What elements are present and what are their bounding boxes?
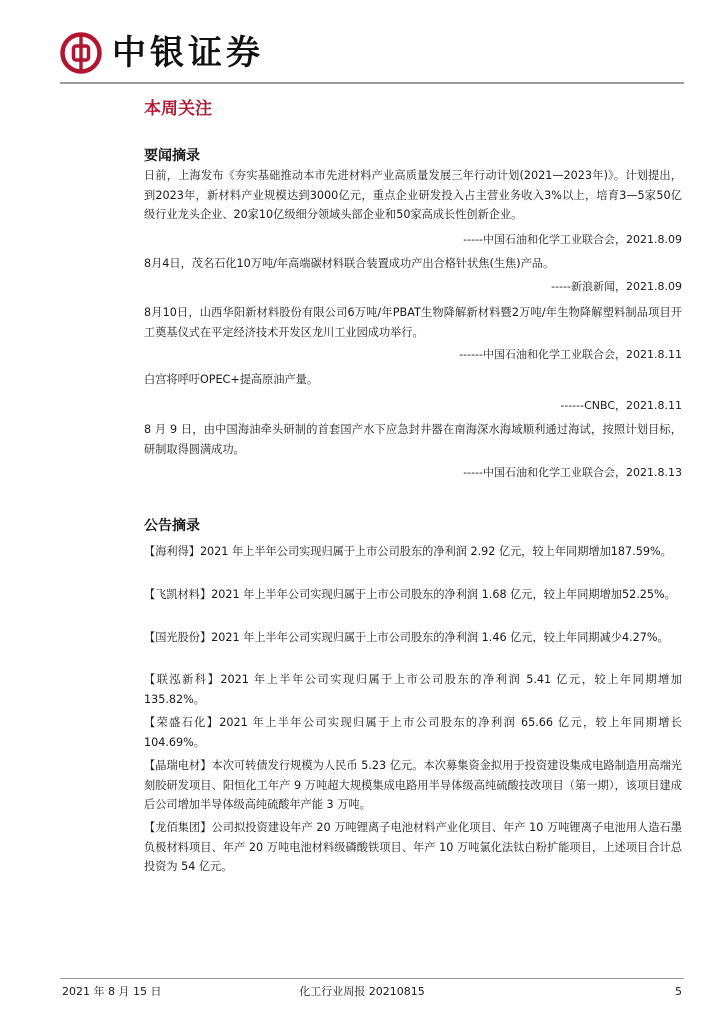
announcement-item-1: 【海利得】2021 年上半年公司实现归属于上市公司股东的净利润 2.92 亿元，较上年同期增加187.59%。 xyxy=(144,545,672,558)
news-item-4: 白宫将呼吁OPEC+提高原油产量。 xyxy=(144,373,319,386)
news-source-4: ------CNBC，2021.8.11 xyxy=(560,399,682,412)
news-source-1: -----中国石油和化学工业联合会，2021.8.09 xyxy=(463,233,682,246)
footer-divider xyxy=(60,978,684,979)
page-header xyxy=(60,32,680,76)
announcement-item-4: 【联泓新科】2021 年上半年公司实现归属于上市公司股东的净利润 5.41 亿元，较上年同期增加135.82%。 xyxy=(144,673,682,706)
bank-of-china-logo-icon xyxy=(60,32,102,74)
announcement-item-2: 【飞凯材料】2021 年上半年公司实现归属于上市公司股东的净利润 1.68 亿元，较上年同期增加52.25%。 xyxy=(144,588,676,601)
announcement-item-7: 【龙佰集团】公司拟投资建设年产 20 万吨锂离子电池材料产业化项目、年产 10 万吨锂离子电池用人造石墨负极材料项目、年产 20 万吨电池材料级磷酸铁项目、年产 10 万吨氯化法钛白粉扩能项目，上述项目合计总投资为 54 亿元。 xyxy=(144,821,682,873)
announcements-heading: 公告摘录 xyxy=(144,518,200,534)
footer-report-title: 化工行业周报 20210815 xyxy=(299,985,425,998)
header-divider xyxy=(60,82,684,84)
news-item-2: 8月4日，茂名石化10万吨/年高端碳材料联合装置成功产出合格针状焦(生焦)产品。 xyxy=(144,257,555,270)
news-heading: 要闻摘录 xyxy=(144,148,200,164)
news-source-2: -----新浪新闻，2021.8.09 xyxy=(551,280,682,293)
announcement-item-3: 【国光股份】2021 年上半年公司实现归属于上市公司股东的净利润 1.46 亿元，较上年同期减少4.27%。 xyxy=(144,631,669,644)
page-number: 5 xyxy=(675,985,682,998)
news-item-3: 8月10日，山西华阳新材料股份有限公司6万吨/年PBAT生物降解新材料暨2万吨/年生物降解塑料制品项目开工奠基仪式在平定经济技术开发区龙川工业园成功举行。 xyxy=(144,306,682,339)
announcement-item-6: 【晶瑞电材】本次可转债发行规模为人民币 5.23 亿元。本次募集资金拟用于投资建设集成电路制造用高端光刻胶研发项目、阳恒化工年产 9 万吨超大规模集成电路用半导体级高纯硫酸技改项目（第一期），该项目建成后公司增加半导体级高纯硫酸年产能 3 万吨。 xyxy=(144,759,682,811)
announcement-item-5: 【荣盛石化】2021 年上半年公司实现归属于上市公司股东的净利润 65.66 亿元，较上年同期增长104.69%。 xyxy=(144,716,682,749)
news-item-5: 8 月 9 日，由中国海油牵头研制的首套国产水下应急封井器在南海深水海域顺利通过海试，按照计划目标，研制取得圆满成功。 xyxy=(144,423,682,456)
news-source-3: ------中国石油和化学工业联合会，2021.8.11 xyxy=(459,348,682,361)
news-item-1: 日前，上海发布《夯实基础推动本市先进材料产业高质量发展三年行动计划(2021—2023年)》。计划提出，到2023年，新材料产业规模达到3000亿元，重点企业研发投入占主营业务收入3%以上，培育3—5家50亿级行业龙头企业、20家10亿级细分领域头部企业和50家高成长性创新企业。 xyxy=(144,169,682,221)
section-title: 本周关注 xyxy=(144,99,212,119)
news-source-5: -----中国石油和化学工业联合会，2021.8.13 xyxy=(463,466,682,479)
brand-name: 中银证券 xyxy=(112,33,264,73)
footer-date: 2021 年 8 月 15 日 xyxy=(62,985,162,998)
